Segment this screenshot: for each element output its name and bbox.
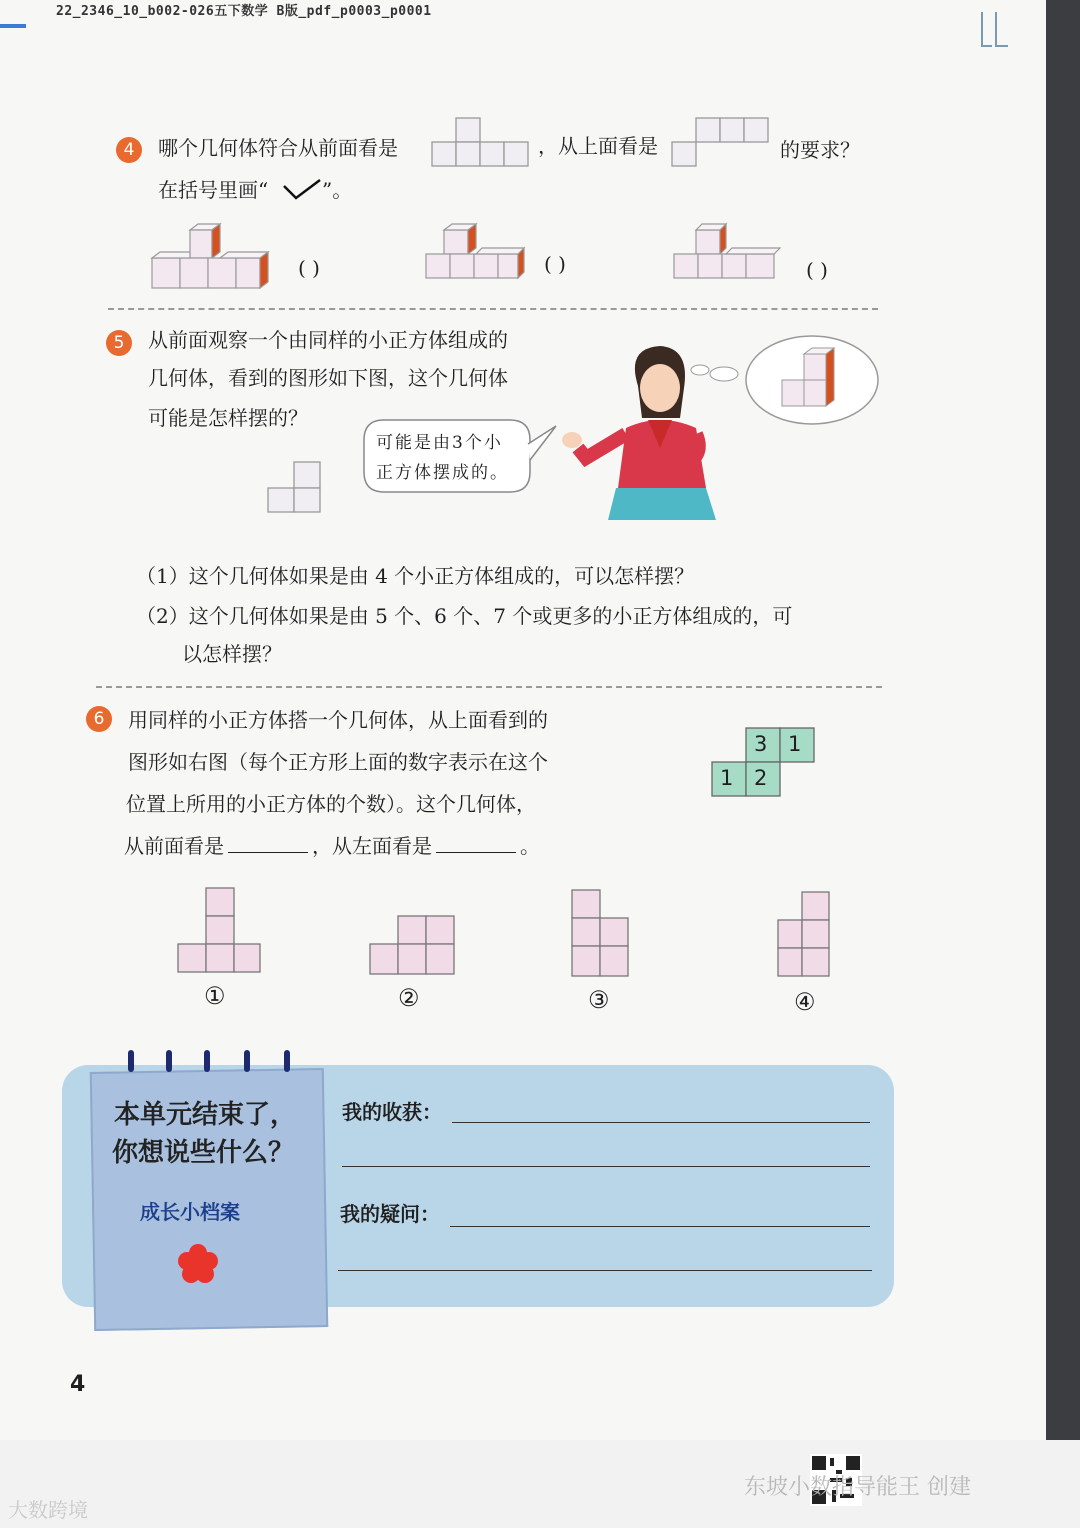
q4-line1-a: 哪个几何体符合从前面看是 [158,136,398,160]
q4-line2-a: 在括号里画“ [158,178,269,202]
flower-icon [178,1244,218,1284]
q4-option-2-cubes [424,222,528,282]
question-answer-line-1[interactable] [450,1226,870,1227]
page-edge-shadow [1046,0,1080,1528]
speech-bubble [360,414,560,496]
q4-line1-c: 的要求？ [780,138,860,162]
q5-line-1: 从前面观察一个由同样的小正方体组成的 [148,328,508,352]
q4-line2-b: ”。 [322,178,353,202]
card-subtitle: 成长小档案 [140,1200,240,1224]
q4-bracket-3[interactable]: ( ) [806,258,828,282]
q6-option-1-shape [176,886,262,974]
corner-mark [0,24,26,28]
q6-option-3-shape [570,888,632,978]
q5-line-3: 可能是怎样摆的？ [148,406,308,430]
gain-label: 我的收获： [342,1100,442,1124]
q4-bracket-1[interactable]: ( ) [298,256,320,280]
checkmark-icon [282,178,322,200]
q4-front-view-icon [430,116,534,166]
q5-front-view-icon [266,460,322,514]
card-title-1: 本单元结束了， [114,1100,297,1130]
grid-number: 1 [720,766,734,790]
card-title-2: 你想说些什么？ [112,1138,295,1168]
bookmark-icon [978,10,1010,48]
q6-line-3: 位置上所用的小正方体的个数）。这个几何体， [126,792,536,816]
q4-bracket-2[interactable]: ( ) [544,252,566,276]
q4-option-3-cubes [672,222,784,282]
question-4-badge: 4 [116,137,142,163]
q6-option-4-shape [776,890,832,978]
option-label-4: ④ [794,988,816,1016]
watermark-right: 东坡小数指导能王 创建 [744,1475,971,1500]
q6-line-2: 图形如右图（每个正方形上面的数字表示在这个 [128,750,548,774]
left-answer-blank[interactable] [436,852,516,853]
question-answer-line-2[interactable] [338,1270,872,1271]
notepad-ring [244,1050,250,1072]
q5-line-2: 几何体，看到的图形如下图，这个几何体 [148,366,508,390]
option-label-2: ② [398,984,420,1012]
watermark-left: 大数跨境 [8,1498,88,1522]
gain-answer-line-1[interactable] [452,1122,870,1123]
q5-sub-2b: 以怎样摆？ [182,642,282,666]
file-label: 22_2346_10_b002-026五下数学 B版_pdf_p0003_p0001 [56,4,432,19]
divider-2 [96,686,882,688]
bubble-line-2: 正方体摆成的。 [376,463,509,483]
q5-sub-1: （1）这个几何体如果是由 4 个小正方体组成的，可以怎样摆？ [136,564,695,588]
question-label: 我的疑问： [340,1202,440,1226]
notepad-ring [166,1050,172,1072]
gain-answer-line-2[interactable] [342,1166,870,1167]
bubble-line-1: 可能是由3个小 [376,433,503,453]
question-5-badge: 5 [106,330,132,356]
option-label-3: ③ [588,986,610,1014]
notepad-ring [284,1050,290,1072]
page-number: 4 [70,1372,86,1397]
q6-front-label: 从前面看是 [124,834,224,858]
q6-option-2-shape [368,914,456,976]
question-6-badge: 6 [86,706,112,732]
q6-left-label: ，从左面看是 [312,834,432,858]
grid-number: 3 [754,732,768,756]
girl-illustration [556,328,896,524]
divider-1 [108,308,878,310]
q6-end: 。 [520,834,540,858]
front-answer-blank[interactable] [228,852,308,853]
q6-line-1: 用同样的小正方体搭一个几何体，从上面看到的 [128,708,548,732]
q4-line1-b: ，从上面看是 [538,134,658,158]
q4-option-1-cubes [150,224,270,292]
option-label-1: ① [204,982,226,1010]
grid-number: 2 [754,766,768,790]
q6-line-4 [124,830,540,859]
q4-top-view-icon [670,116,776,166]
q5-sub-2a: （2）这个几何体如果是由 5 个、6 个、7 个或更多的小正方体组成的，可 [136,604,793,628]
notepad-ring [128,1050,134,1072]
notepad-ring [204,1050,210,1072]
grid-number: 1 [788,732,802,756]
